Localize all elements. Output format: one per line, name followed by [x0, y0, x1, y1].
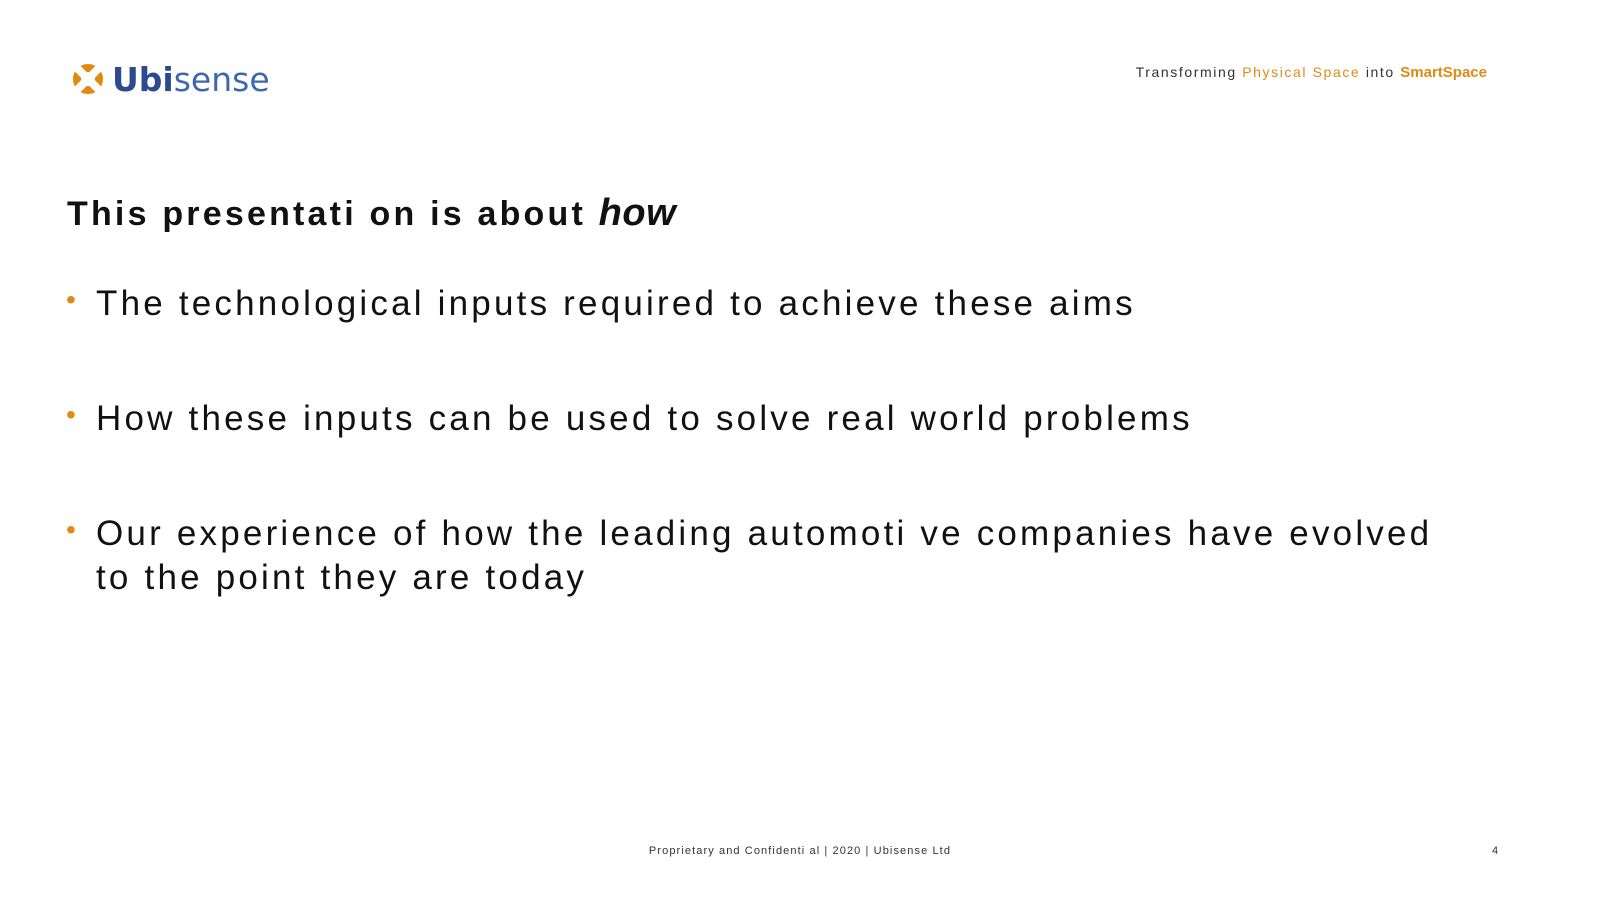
slide-title-text: This presentati on is about: [67, 195, 599, 233]
ubisense-logo-mark-icon: [70, 61, 106, 97]
footer-confidentiality: Proprietary and Confidenti al | 2020 | Ubisense Ltd: [648, 845, 952, 857]
tagline-smartspace: SmartSpace: [1400, 64, 1487, 81]
tagline-part-3: into: [1360, 64, 1401, 80]
bullet-item: [66, 512, 1486, 600]
logo-text-bold: Ubi: [112, 59, 174, 99]
tagline-part-2: Physical Space: [1242, 64, 1361, 80]
bullet-item: [66, 282, 1486, 326]
bullet-item: [66, 397, 1486, 441]
bullet-list: [66, 282, 1486, 671]
bullet-dot-icon: •: [66, 399, 76, 430]
page-number: 4: [1492, 845, 1499, 857]
slide-title: [67, 192, 676, 235]
logo-text-regular: sense: [173, 59, 270, 99]
ubisense-logo: [70, 58, 270, 100]
bullet-text: Our experience of how the leading automoti ve companies have evolved to the point they are today: [96, 514, 1433, 597]
bullet-dot-icon: •: [66, 514, 76, 545]
slide-title-emphasis: how: [598, 192, 677, 234]
bullet-text: How these inputs can be used to solve real world problems: [96, 399, 1193, 438]
bullet-dot-icon: •: [66, 284, 76, 315]
tagline-part-1: Transforming: [1135, 64, 1243, 80]
tagline: [1136, 64, 1487, 81]
bullet-text: The technological inputs required to achieve these aims: [96, 284, 1136, 323]
logo-wordmark: [112, 59, 270, 99]
